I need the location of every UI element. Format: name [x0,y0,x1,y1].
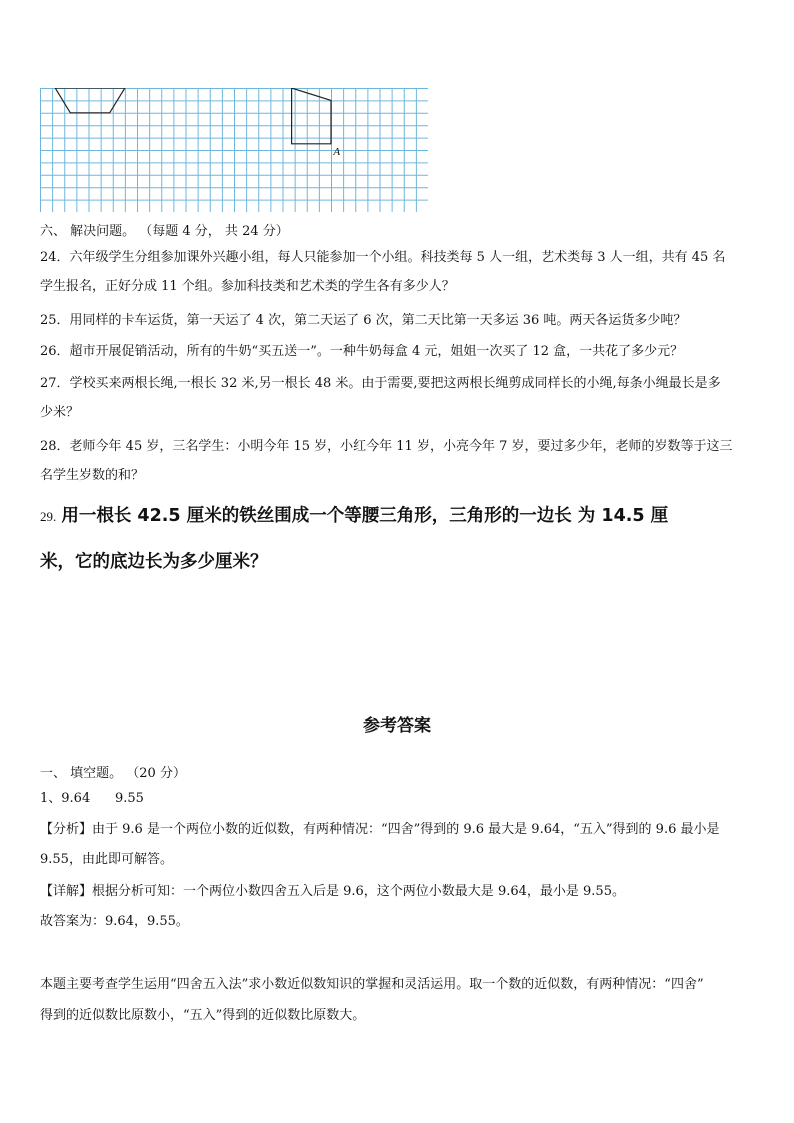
summary-line-1: 本题主要考查学生运用“四舍五入法”求小数近似数知识的掌握和灵活运用。取一个数的近似数，有两种情况：“四舍” [40,977,704,992]
answer-1: 1、9.64 9.55 [40,791,144,806]
question-29-line-1 [40,502,668,527]
question-26: 26．超市开展促销活动，所有的牛奶“买五送一”。一种牛奶每盒 4 元，姐姐一次买了 12 盒，一共花了多少元？ [40,344,684,359]
question-25: 25．用同样的卡车运货，第一天运了 4 次，第二天运了 6 次，第二天比第一天多运 36 吨。两天各运货多少吨？ [40,313,687,328]
detail: 【详解】根据分析可知：一个两位小数四舍五入后是 9.6，这个两位小数最大是 9.64，最小是 9.55。 [40,884,625,899]
point-a-label: A [333,146,341,158]
question-27-line-2: 少米？ [40,405,80,420]
question-27-line-1: 27．学校买来两根长绳,一根长 32 米,另一根长 48 米。由于需要,要把这两根长绳剪成同样长的小绳,每条小绳最长是多 [40,376,721,391]
question-24-line-1: 24．六年级学生分组参加课外兴趣小组，每人只能参加一个小组。科技类每 5 人一组，艺术类每 3 人一组，共有 45 名 [40,250,726,265]
question-29-number: 29. [40,509,57,524]
grid-svg [40,88,428,212]
section-heading: 六、 解决问题。 （每题 4 分， 共 24 分） [40,224,289,239]
question-29-text-1: 用一根长 42.5 厘米的铁丝围成一个等腰三角形，三角形的一边长 为 14.5 厘 [61,506,669,526]
conclusion: 故答案为：9.64，9.55。 [40,914,189,929]
question-24-line-2: 学生报名，正好分成 11 个组。参加科技类和艺术类的学生各有多少人？ [40,279,455,294]
answers-title: 参考答案 [363,716,431,736]
grid-figure [40,88,428,212]
summary-line-2: 得到的近似数比原数小，“五入”得到的近似数比原数大。 [40,1008,366,1023]
question-28-line-1: 28．老师今年 45 岁，三名学生：小明今年 15 岁，小红今年 11 岁，小亮今年 7 岁，要过多少年，老师的岁数等于这三 [40,439,733,454]
answers-section-heading: 一、 填空题。 （20 分） [40,766,186,781]
question-29-line-2: 米，它的底边长为多少厘米？ [40,552,268,572]
question-28-line-2: 名学生岁数的和？ [40,468,145,483]
analysis-line-2: 9.55，由此即可解答。 [40,852,173,867]
quadrilateral-shape [292,88,331,144]
analysis-line-1: 【分析】由于 9.6 是一个两位小数的近似数，有两种情况：“四舍”得到的 9.6 最大是 9.64，“五入”得到的 9.6 最小是 [40,822,720,837]
